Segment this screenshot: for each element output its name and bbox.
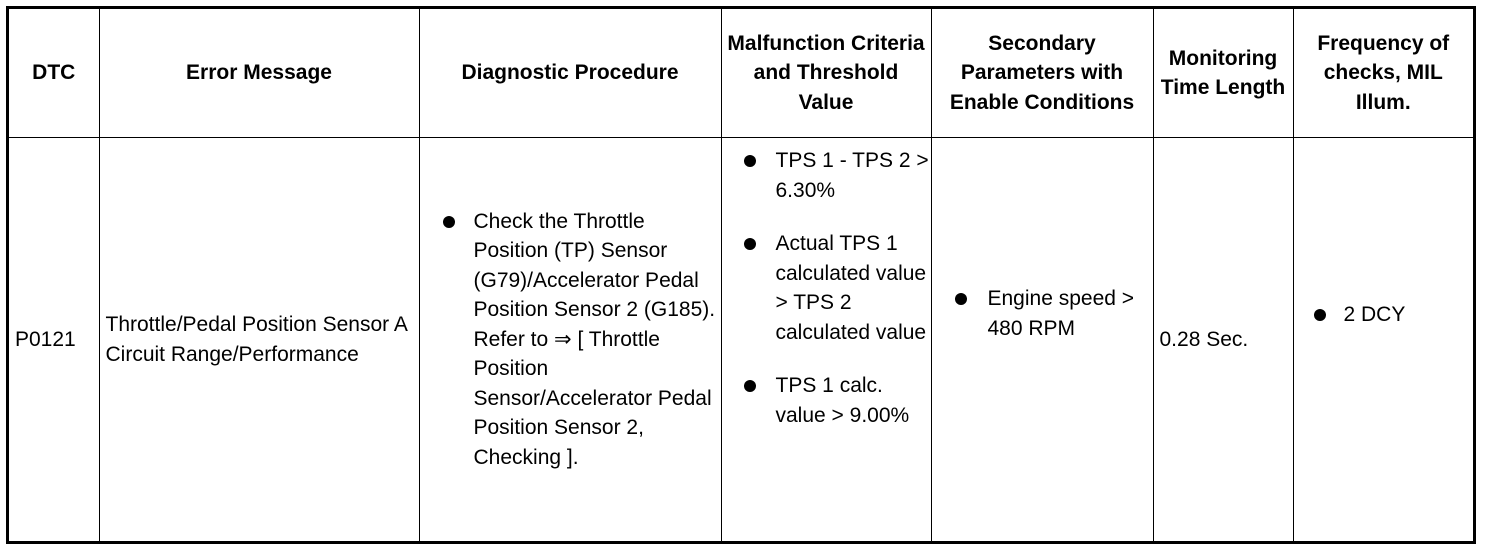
dtc-table-frame [6,6,1476,544]
criteria-item: Actual TPS 1 calculated value > TPS 2 calculated value [722,229,931,347]
frequency-list [1294,300,1474,330]
header-frequency: Frequency of checks, MIL Illum. [1293,9,1473,138]
cell-monitoring-time: 0.28 Sec. [1153,138,1293,542]
header-diagnostic-procedure: Diagnostic Procedure [419,9,721,138]
criteria-list [722,146,931,430]
secondary-item: Engine speed > 480 RPM [932,284,1153,343]
table-row [9,138,1473,542]
header-monitoring-time: Monitoring Time Length [1153,9,1293,138]
criteria-item: TPS 1 calc. value > 9.00% [722,371,931,430]
cell-secondary-parameters [931,138,1153,542]
procedure-item: Check the Throttle Position (TP) Sensor (G79)/Accelerator Pedal Position Sensor 2 (G185). Refer to ⇒ [ Throttle Position Sensor/Accelerator Pedal Position Sensor 2, Checking ]. [420,207,721,473]
cell-malfunction-criteria [721,138,931,542]
header-error-message: Error Message [99,9,419,138]
procedure-list [420,207,721,473]
header-malfunction-criteria: Malfunction Criteria and Threshold Value [721,9,931,138]
header-secondary-parameters: Secondary Parameters with Enable Conditions [931,9,1153,138]
header-row [9,9,1473,138]
criteria-item: TPS 1 - TPS 2 > 6.30% [722,146,931,205]
dtc-table [9,9,1473,541]
cell-diagnostic-procedure [419,138,721,542]
secondary-list [932,284,1153,343]
frequency-item: 2 DCY [1294,300,1474,330]
cell-error-message: Throttle/Pedal Position Sensor A Circuit Range/Performance [99,138,419,542]
cell-dtc-code: P0121 [9,138,99,542]
cell-frequency [1293,138,1473,542]
header-dtc: DTC [9,9,99,138]
